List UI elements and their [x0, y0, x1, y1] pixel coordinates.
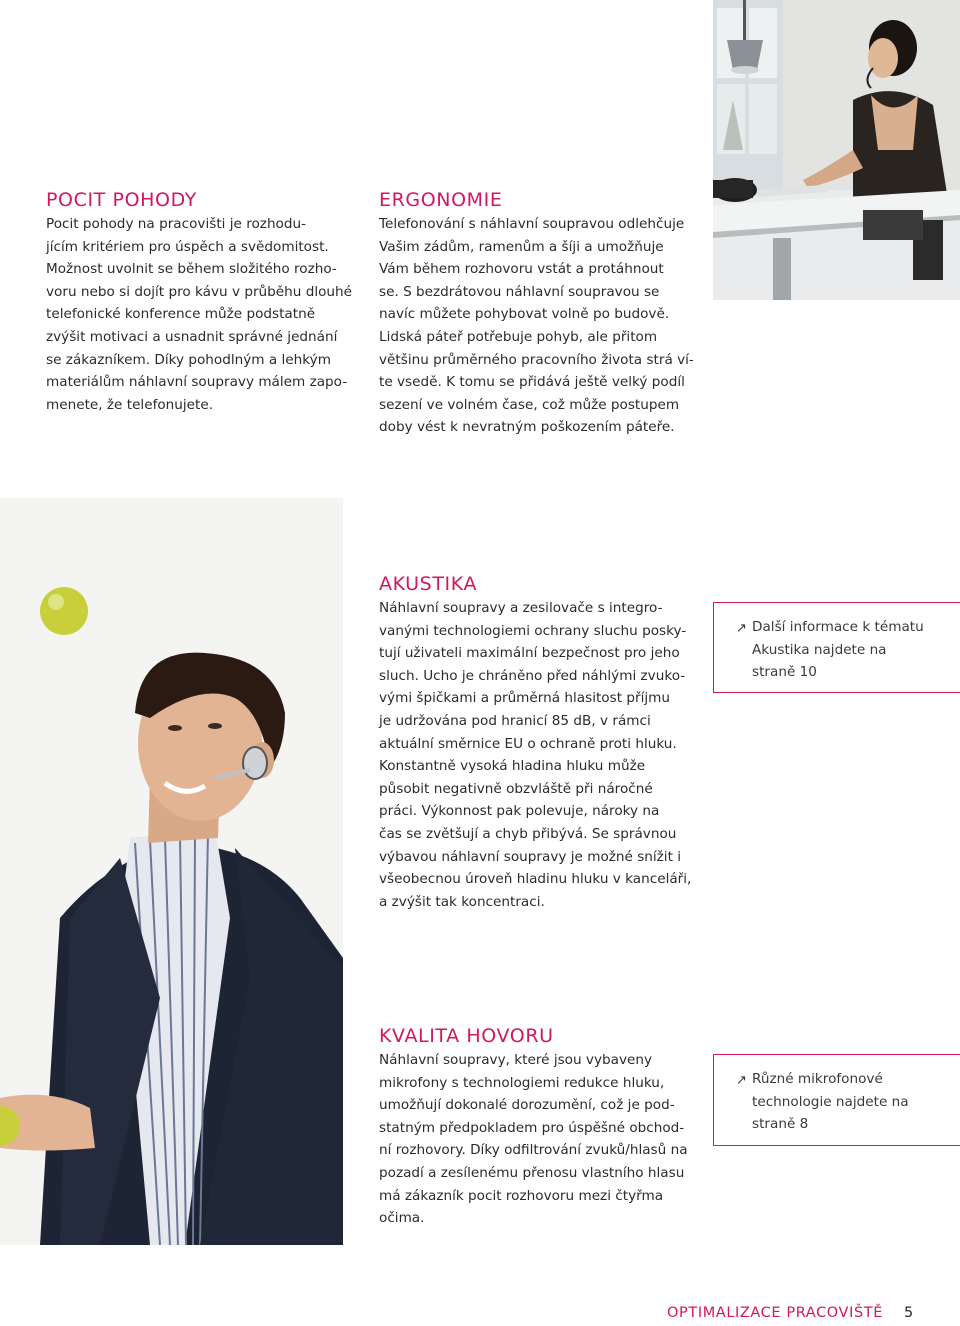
section-body-ergonomie: Telefonování s náhlavní soupravou odlehčuje Vašim zádům, ramenům a šíji a umožňuje Vám během rozhovoru vstát a protáhnout se. S bezdrátovou náhlavní soupravou se navíc můžete pohybovat volně po budově. Lidská páteř potřebuje pohyb, ale přitom většinu průměrného pracovního života strá ví- te vsedě. K tomu se přidává ještě velký podíl sezení ve volném čase, což může postupem doby vést k nevratným poškozením páteře. — [379, 216, 694, 436]
section-title-kvalita-hovoru: KVALITA HOVORU — [379, 1025, 554, 1047]
arrow-up-right-icon: ↗ — [736, 1073, 747, 1088]
section-title-akustika: AKUSTIKA — [379, 573, 478, 595]
section-body-kvalita-hovoru: Náhlavní soupravy, které jsou vybaveny mikrofony s technologiemi redukce hluku, umožňují dokonalé dorozumění, což je pod- statným předpokladem pro úspěšné obchod- ní rozhovory. Díky odfiltrování zvuků/hlasů na pozadí a zesílenému přenosu vlastního hlasu má zákazník pocit rozhovoru mezi čtyřma očima. — [379, 1052, 688, 1227]
section-body-pocit-pohody: Pocit pohody na pracovišti je rozhodu- jícím kritériem pro úspěch a svědomitost. Možnost uvolnit se během složitého rozho- voru nebo si dojít pro kávu v průběhu dlouhé telefonické konference může podstatně zvýšit motivaci a usnadnit správné jednání se zákazníkem. Díky pohodlným a lehkým materiálům náhlavní soupravy málem zapo- menete, že telefonujete. — [46, 216, 353, 413]
photo-man-juggling — [0, 498, 343, 1245]
photo-woman-headset — [713, 0, 960, 300]
info-box-kvalita-hovoru[interactable] — [713, 1054, 960, 1146]
footer-section-title: OPTIMALIZACE PRACOVIŠTĚ — [667, 1305, 883, 1321]
page-number: 5 — [904, 1305, 914, 1321]
arrow-up-right-icon: ↗ — [736, 621, 747, 636]
section-title-pocit-pohody: POCIT POHODY — [46, 189, 197, 211]
section-title-ergonomie: ERGONOMIE — [379, 189, 503, 211]
info-text-kvalita-hovoru: Různé mikrofonové technologie najdete na straně 8 — [752, 1071, 909, 1133]
section-body-akustika: Náhlavní soupravy a zesilovače s integro- vanými technologiemi ochrany sluchu posky- tují uživateli maximální bezpečnost pro jeho sluch. Ucho je chráněno před náhlými zvuko- vými špičkami a průměrná hlasitost příjmu je udržována pod hranicí 85 dB, v rámci aktuální směrnice EU o ochraně proti hluku. Konstantně vysoká hladina hluku může působit negativně obzvláště při náročné práci. Výkonnost pak polevuje, nároky na čas se zvětšují a chyb přibývá. Se správnou výbavou náhlavní soupravy je možné snížit i všeobecnou úroveň hladinu hluku v kanceláři, a zvýšit tak koncentraci. — [379, 600, 692, 910]
info-box-akustika[interactable] — [713, 602, 960, 693]
info-text-akustika: Další informace k tématu Akustika najdete na straně 10 — [752, 619, 924, 681]
